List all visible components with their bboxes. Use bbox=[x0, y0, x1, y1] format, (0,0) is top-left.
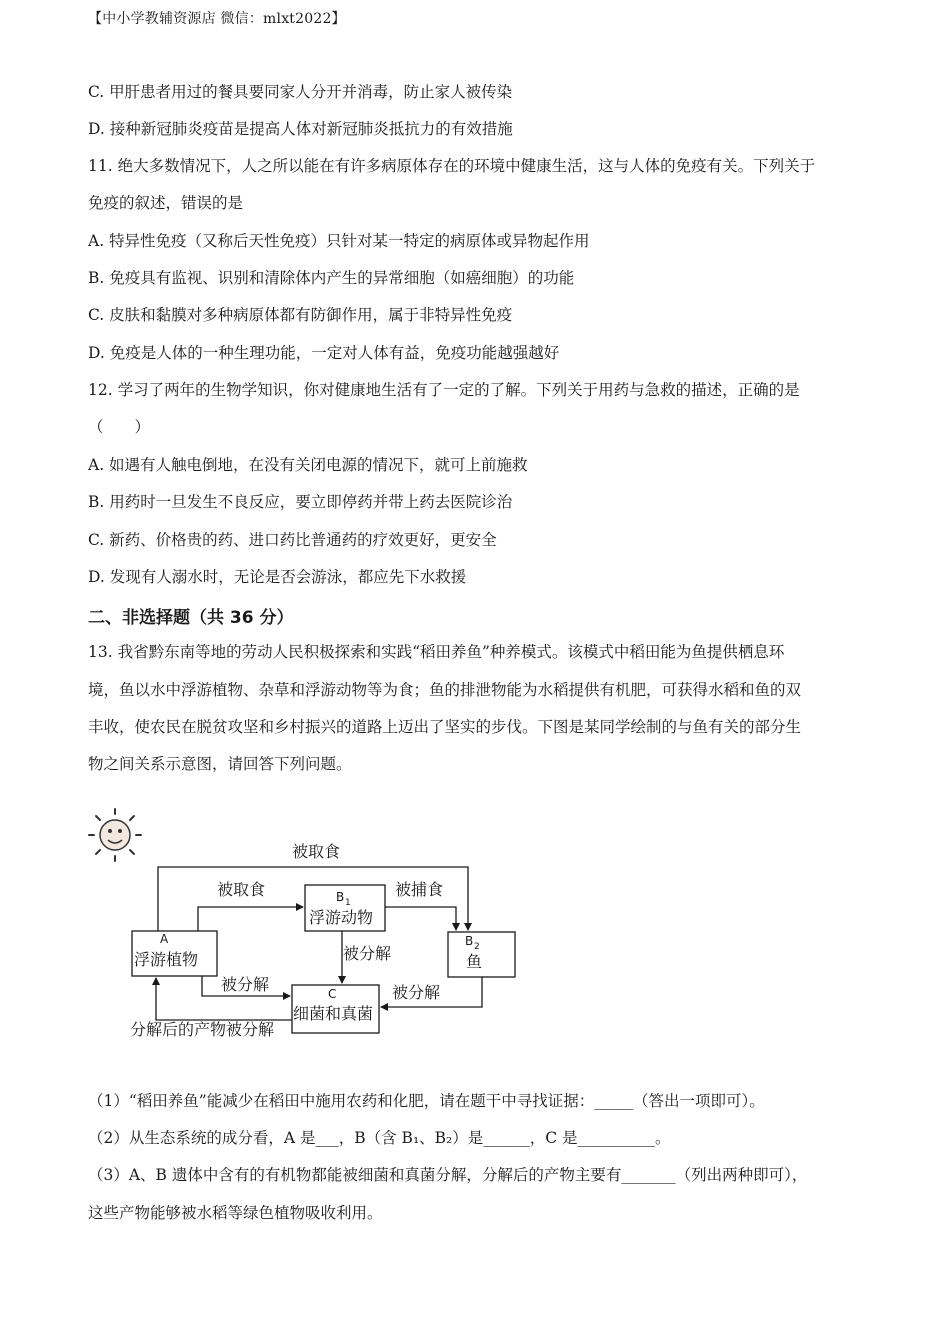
label-b1-b2: 被捕食 bbox=[395, 880, 444, 899]
q13-sub3-line2: 这些产物能够被水稻等绿色植物吸收利用。 bbox=[88, 1204, 383, 1222]
box-b1-name: 浮游动物 bbox=[309, 908, 374, 927]
q11-option-c: C. 皮肤和黏膜对多种病原体都有防御作用，属于非特异性免疫 bbox=[88, 306, 513, 324]
box-a-name: 浮游植物 bbox=[134, 950, 199, 969]
q12-option-b: B. 用药时一旦发生不良反应，要立即停药并带上药去医院诊治 bbox=[88, 493, 513, 511]
q13-sub1: （1）“稻田养鱼”能减少在稻田中施用农药和化肥，请在题干中寻找证据：_____（答出一项即可）。 bbox=[88, 1092, 765, 1110]
q13-sub3-line1: （3）A、B 遗体中含有的有机物都能被细菌和真菌分解，分解后的产物主要有_______（列出两种即可）， bbox=[88, 1166, 808, 1184]
q11-stem-line2: 免疫的叙述，错误的是 bbox=[88, 194, 244, 212]
q12-option-c: C. 新药、价格贵的药、进口药比普通药的疗效更好，更安全 bbox=[88, 531, 497, 549]
arrow-b1-to-b2 bbox=[385, 907, 456, 930]
q12-stem-line2: （ ） bbox=[88, 418, 151, 436]
q12-option-a: A. 如遇有人触电倒地，在没有关闭电源的情况下，就可上前施救 bbox=[88, 456, 528, 474]
box-b2-letter: B bbox=[465, 934, 474, 948]
label-a-b1: 被取食 bbox=[217, 880, 266, 899]
q13-stem-line4: 物之间关系示意图，请回答下列问题。 bbox=[88, 755, 352, 773]
q13-sub2: （2）从生态系统的成分看，A 是___，B（含 B₁、B₂）是______，C 是__________。 bbox=[88, 1129, 671, 1147]
box-c-name: 细菌和真菌 bbox=[293, 1004, 374, 1023]
q11-option-b: B. 免疫具有监视、识别和清除体内产生的异常细胞（如癌细胞）的功能 bbox=[88, 269, 575, 287]
food-web-diagram bbox=[80, 795, 540, 1045]
q13-stem-line2: 境，鱼以水中浮游植物、杂草和浮游动物等为食；鱼的排泄物能为水稻提供有机肥，可获得水稻和鱼的双 bbox=[88, 681, 802, 699]
q10-option-c: C. 甲肝患者用过的餐具要同家人分开并消毒，防止家人被传染 bbox=[88, 83, 513, 101]
label-top: 被取食 bbox=[292, 842, 341, 861]
sun-icon bbox=[89, 809, 141, 861]
box-a-letter: A bbox=[160, 932, 169, 946]
q12-option-d: D. 发现有人溺水时，无论是否会游泳，都应先下水救援 bbox=[88, 568, 467, 586]
q11-option-d: D. 免疫是人体的一种生理功能，一定对人体有益，免疫功能越强越好 bbox=[88, 344, 560, 362]
box-b1-sub: 1 bbox=[345, 898, 351, 908]
q11-stem-line1: 11. 绝大多数情况下，人之所以能在有许多病原体存在的环境中健康生活，这与人体的免疫有关。下列关于 bbox=[88, 157, 816, 175]
q11-option-a: A. 特异性免疫（又称后天性免疫）只针对某一特定的病原体或异物起作用 bbox=[88, 232, 590, 250]
q10-option-d: D. 接种新冠肺炎疫苗是提高人体对新冠肺炎抵抗力的有效措施 bbox=[88, 120, 513, 138]
label-a-c: 被分解 bbox=[221, 975, 270, 994]
label-b2-c: 被分解 bbox=[392, 983, 441, 1002]
page-header: 【中小学教辅资源店 微信：mlxt2022】 bbox=[88, 11, 346, 27]
box-b1-letter: B bbox=[336, 890, 345, 904]
label-b1-c: 被分解 bbox=[343, 944, 392, 963]
box-c-letter: C bbox=[328, 987, 337, 1001]
arrow-a-to-b1 bbox=[198, 907, 303, 931]
q12-stem-line1: 12. 学习了两年的生物学知识，你对健康地生活有了一定的了解。下列关于用药与急救的描述，正确的是 bbox=[88, 381, 800, 399]
section-title: 二、非选择题（共 36 分） bbox=[88, 608, 294, 628]
box-b2-sub: 2 bbox=[474, 942, 480, 952]
q13-stem-line1: 13. 我省黔东南等地的劳动人民积极探索和实践“稻田养鱼”种养模式。该模式中稻田能为鱼提供栖息环 bbox=[88, 643, 785, 661]
label-return: 分解后的产物被分解 bbox=[130, 1020, 275, 1039]
q13-stem-line3: 丰收，使农民在脱贫攻坚和乡村振兴的道路上迈出了坚实的步伐。下图是某同学绘制的与鱼有关的部分生 bbox=[88, 718, 802, 736]
box-b2-name: 鱼 bbox=[466, 952, 483, 971]
